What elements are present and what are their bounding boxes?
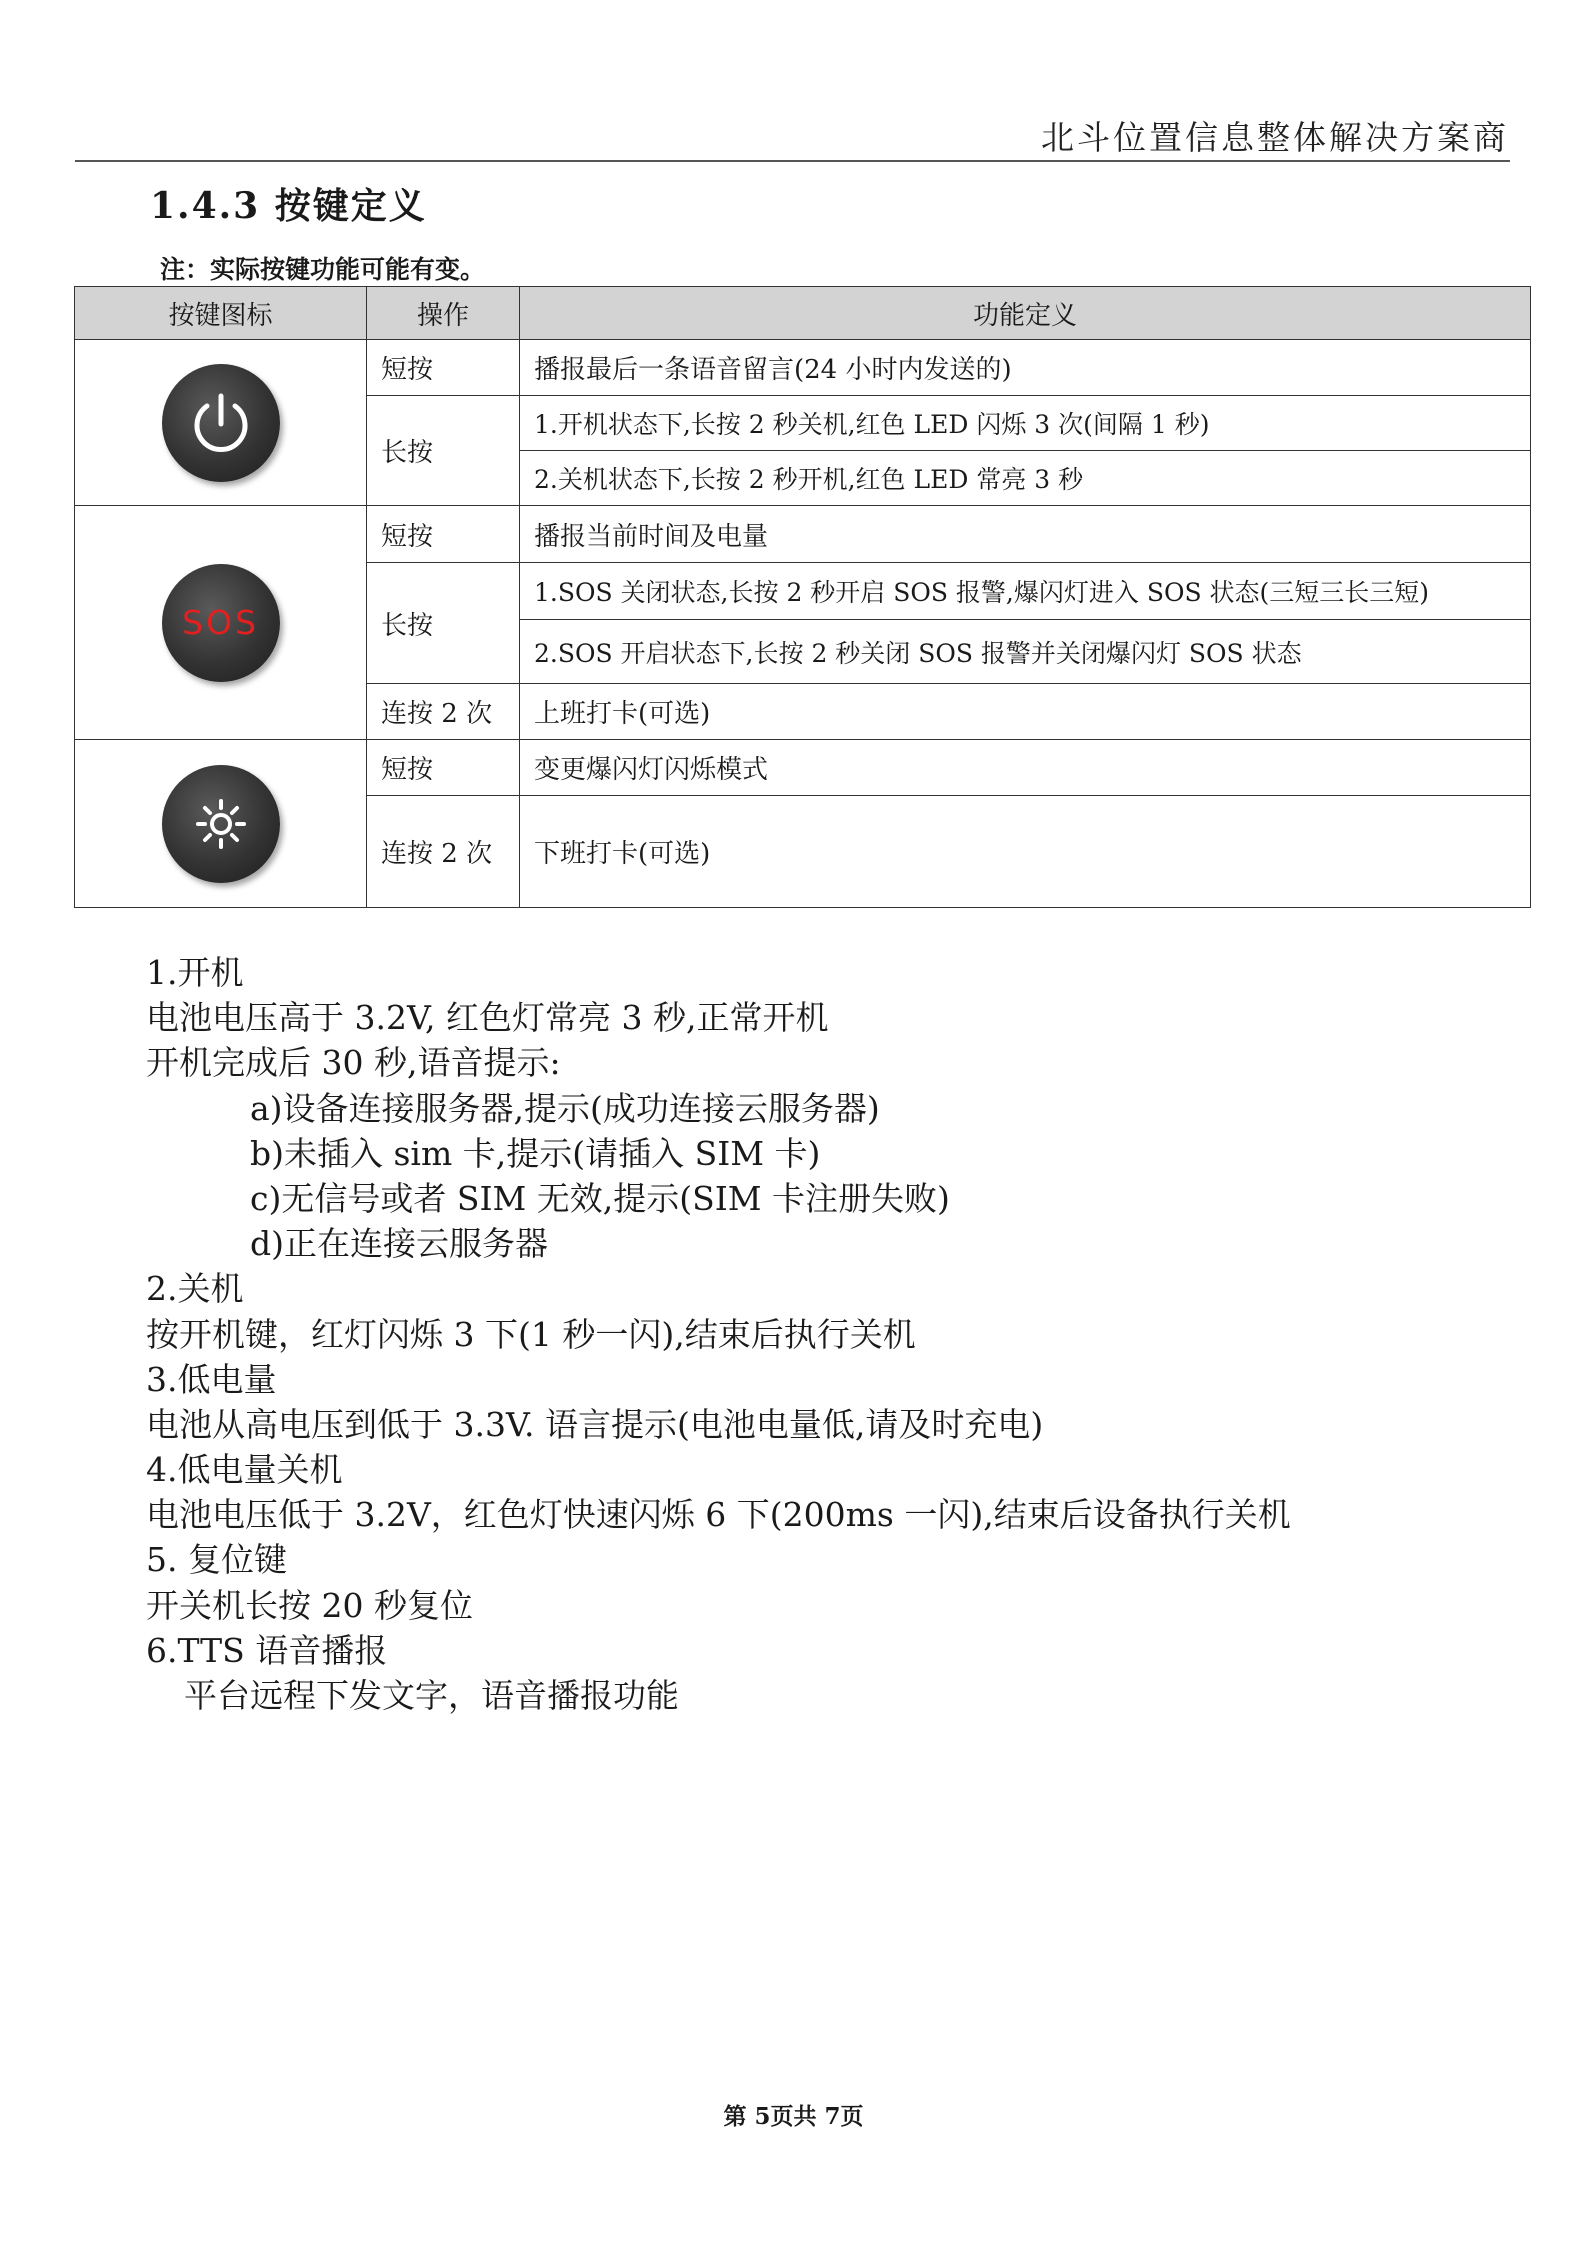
header-company: 北斗位置信息整体解决方案商	[1041, 118, 1509, 157]
body-line: 3.低电量	[146, 1359, 277, 1399]
function-cell: 变更爆闪灯闪烁模式	[520, 740, 1531, 796]
header-icon-col: 按键图标	[75, 287, 367, 340]
table-header-row	[75, 287, 1531, 340]
body-line: 开机完成后 30 秒,语音提示:	[146, 1043, 561, 1083]
function-cell: 上班打卡(可选)	[520, 684, 1531, 740]
body-line: a)设备连接服务器,提示(成功连接云服务器)	[250, 1088, 880, 1128]
operation-cell: 连按 2 次	[367, 684, 520, 740]
body-text	[146, 950, 1291, 1718]
sos-label: SOS	[182, 602, 259, 642]
body-line: d)正在连接云服务器	[250, 1224, 548, 1264]
table-row	[75, 740, 1531, 796]
body-line: 2.关机	[146, 1269, 244, 1309]
sun-icon	[162, 765, 280, 883]
power-button-cell	[75, 340, 367, 506]
function-cell: 1.SOS 关闭状态,长按 2 秒开启 SOS 报警,爆闪灯进入 SOS 状态(三短三长三短)	[520, 563, 1531, 620]
body-line: 按开机键，红灯闪烁 3 下(1 秒一闪),结束后执行关机	[146, 1314, 916, 1354]
section-title: 1.4.3 按键定义	[150, 185, 427, 227]
body-line: 电池电压低于 3.2V，红色灯快速闪烁 6 下(200ms 一闪),结束后设备执行关机	[146, 1495, 1291, 1535]
function-cell: 2.SOS 开启状态下,长按 2 秒关闭 SOS 报警并关闭爆闪灯 SOS 状态	[520, 620, 1531, 684]
sos-button-cell	[75, 506, 367, 740]
operation-cell: 短按	[367, 740, 520, 796]
body-line: b)未插入 sim 卡,提示(请插入 SIM 卡)	[250, 1133, 821, 1173]
operation-cell: 短按	[367, 340, 520, 396]
sos-icon	[162, 564, 280, 682]
header-operation-col: 操作	[367, 287, 520, 340]
function-cell: 下班打卡(可选)	[520, 796, 1531, 908]
power-icon	[162, 364, 280, 482]
body-line: 4.低电量关机	[146, 1450, 343, 1490]
body-line: 电池从高电压到低于 3.3V. 语言提示(电池电量低,请及时充电)	[146, 1404, 1044, 1444]
function-cell: 2.关机状态下,长按 2 秒开机,红色 LED 常亮 3 秒	[520, 451, 1531, 506]
table-row	[75, 506, 1531, 563]
body-line: 开关机长按 20 秒复位	[146, 1585, 473, 1625]
table-row	[75, 340, 1531, 396]
operation-cell: 长按	[367, 396, 520, 506]
operation-cell: 长按	[367, 563, 520, 684]
body-line: 6.TTS 语音播报	[146, 1630, 388, 1670]
body-line: c)无信号或者 SIM 无效,提示(SIM 卡注册失败)	[250, 1178, 950, 1218]
operation-cell: 连按 2 次	[367, 796, 520, 908]
function-cell: 1.开机状态下,长按 2 秒关机,红色 LED 闪烁 3 次(间隔 1 秒)	[520, 396, 1531, 451]
header-function-col: 功能定义	[520, 287, 1531, 340]
header-rule	[75, 160, 1510, 162]
function-cell: 播报最后一条语音留言(24 小时内发送的)	[520, 340, 1531, 396]
operation-cell: 短按	[367, 506, 520, 563]
body-line: 平台远程下发文字，语音播报功能	[184, 1676, 679, 1715]
section-note: 注：实际按键功能可能有变。	[160, 255, 486, 284]
body-line: 电池电压高于 3.2V, 红色灯常亮 3 秒,正常开机	[146, 998, 829, 1038]
body-line: 5. 复位键	[146, 1540, 287, 1580]
body-line: 1.开机	[146, 953, 244, 992]
page-number: 第 5页共 7页	[723, 2103, 864, 2130]
key-definition-table	[74, 286, 1531, 908]
function-cell: 播报当前时间及电量	[520, 506, 1531, 563]
light-button-cell	[75, 740, 367, 908]
